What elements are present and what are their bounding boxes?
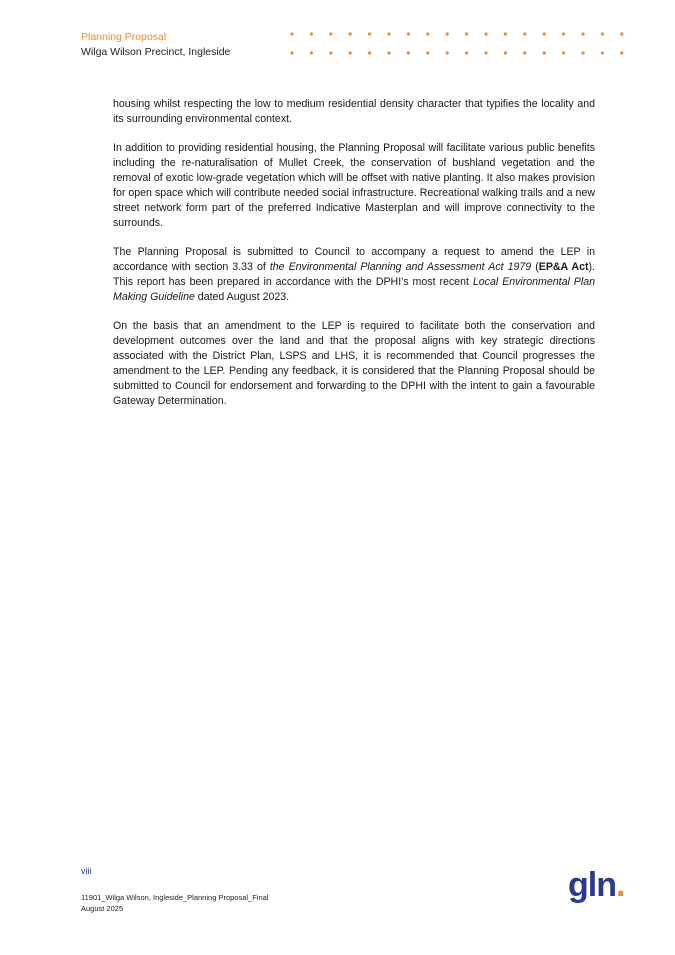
header-dot	[329, 32, 332, 35]
header-dot	[504, 51, 507, 54]
header-dot	[601, 51, 604, 54]
header-dot	[465, 51, 468, 54]
act-name: the Environmental Planning and Assessment Act 1979	[269, 261, 532, 273]
header-dot	[562, 32, 565, 35]
header-dot	[426, 51, 429, 54]
header-dot	[349, 32, 352, 35]
header-dot	[562, 51, 565, 54]
header-dot	[387, 51, 390, 54]
paragraph-2: In addition to providing residential housing, the Planning Proposal will facilitate various public benefits including the re-naturalisation of Mullet Creek, the conservation of bushland vegetation and the removal of exotic low-grade vegetation which will be offset with native planting. It also makes provision for open space which will contribute needed social infrastructure. Recreational walking trails and a new street network form part of the preferred Indicative Masterplan and will improve connectivity to the surrounds.	[113, 142, 595, 229]
paragraph-3-text: (	[531, 261, 539, 273]
paragraph-3-text: The Planning Proposal is submitted to Council to accompany a request to amend the LEP in accordance with section 3.33 of	[113, 246, 595, 273]
footer-date: August 2025	[81, 904, 124, 913]
header-dot	[484, 51, 487, 54]
paragraph-1: housing whilst respecting the low to medium residential density character that typifies the locality and its surrounding environmental context.	[113, 98, 595, 125]
header-dot	[368, 32, 371, 35]
logo-text: gln	[568, 866, 616, 904]
header-dot	[407, 32, 410, 35]
header-dot	[310, 51, 313, 54]
paragraph-3-text: dated August 2023.	[194, 291, 290, 303]
header-dot	[504, 32, 507, 35]
header-dot	[368, 51, 371, 54]
header-dot	[329, 51, 332, 54]
header-dot	[484, 32, 487, 35]
header-dot	[290, 51, 293, 54]
header-dot-pattern	[288, 29, 628, 59]
header-dot	[581, 32, 584, 35]
header-dot	[620, 51, 623, 54]
header-title: Planning Proposal	[81, 31, 167, 43]
header-dot	[523, 51, 526, 54]
header-dot	[601, 32, 604, 35]
header-dot	[446, 32, 449, 35]
paragraph-3-text: ). This report has been prepared in accordance with the DPHI’s most recent	[113, 261, 595, 288]
header-dot	[387, 32, 390, 35]
guideline-name: Local Environmental Plan Making Guideline	[113, 276, 595, 303]
footer-document-name: 11901_Wilga Wilson, Ingleside_Planning Proposal_Final	[81, 893, 269, 902]
header-dot	[349, 51, 352, 54]
header-dot	[465, 32, 468, 35]
paragraph-3	[113, 245, 595, 305]
header-dot	[620, 32, 623, 35]
header-dot	[407, 51, 410, 54]
header-dot	[446, 51, 449, 54]
logo-dot: .	[615, 866, 625, 904]
header-dot	[426, 32, 429, 35]
header-dot	[543, 32, 546, 35]
header-dot	[581, 51, 584, 54]
page-number: viii	[81, 866, 92, 876]
header-dot	[290, 32, 293, 35]
header-dot	[523, 32, 526, 35]
header-subtitle: Wilga Wilson Precinct, Ingleside	[81, 46, 231, 58]
paragraph-4: On the basis that an amendment to the LEP is required to facilitate both the conservation and development outcomes over the land and that the proposal aligns with key strategic directions associated with the District Plan, LSPS and LHS, it is recommended that Council progresses the amendment to the LEP. Pending any feedback, it is considered that the Planning Proposal should be submitted to Council for endorsement and forwarding to the DPHI with the intent to gain a favourable Gateway Determination.	[113, 320, 595, 407]
act-abbreviation: EP&A Act	[538, 261, 589, 273]
header-dot	[543, 51, 546, 54]
header-dot	[310, 32, 313, 35]
body-text	[113, 97, 595, 423]
gln-logo	[568, 866, 624, 904]
